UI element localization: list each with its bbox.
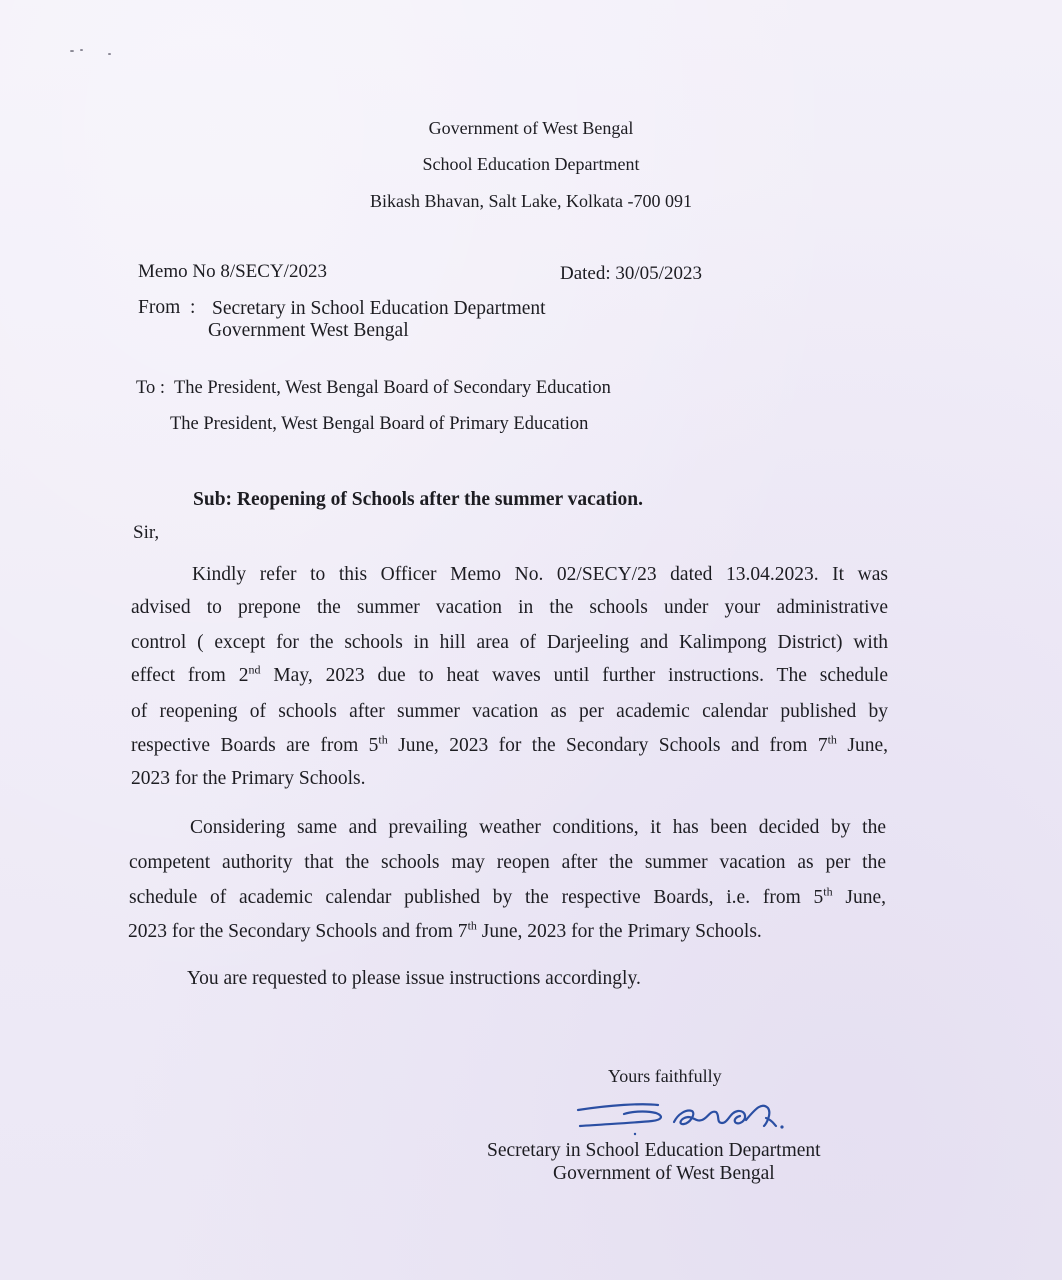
from-line-2: Government West Bengal bbox=[208, 320, 409, 341]
paragraph-2-line-3: schedule of academic calendar published by the respective Boards, i.e. from 5th June, bbox=[129, 884, 886, 908]
scan-speck bbox=[80, 49, 83, 51]
handwritten-signature bbox=[570, 1090, 800, 1140]
letterhead-address: Bikash Bhavan, Salt Lake, Kolkata -700 091 bbox=[370, 191, 692, 211]
from-label: From : bbox=[138, 297, 196, 318]
paragraph-2-line-4: 2023 for the Secondary Schools and from 7th June, 2023 for the Primary Schools. bbox=[128, 918, 762, 942]
subject-line: Sub: Reopening of Schools after the summer vacation. bbox=[193, 489, 643, 510]
memo-date bbox=[560, 263, 702, 285]
paragraph-1-line-6: respective Boards are from 5th June, 2023 for the Secondary Schools and from 7th June, bbox=[131, 732, 888, 756]
paragraph-1-line-1: Kindly refer to this Officer Memo No. 02/SECY/23 dated 13.04.2023. It was bbox=[192, 564, 888, 585]
memo-number: Memo No 8/SECY/2023 bbox=[138, 261, 327, 282]
to-label: To : bbox=[136, 378, 166, 398]
paragraph-1-line-7: 2023 for the Primary Schools. bbox=[131, 768, 366, 789]
paragraph-1-line-4: effect from 2nd May, 2023 due to heat waves until further instructions. The schedule bbox=[131, 662, 888, 686]
letterhead-government: Government of West Bengal bbox=[428, 118, 634, 138]
paragraph-2-line-1: Considering same and prevailing weather conditions, it has been decided by the bbox=[190, 817, 886, 838]
paragraph-1-line-5: of reopening of schools after summer vacation as per academic calendar published by bbox=[131, 701, 888, 722]
signer-designation: Secretary in School Education Department bbox=[487, 1140, 821, 1161]
paragraph-3: You are requested to please issue instructions accordingly. bbox=[187, 968, 641, 989]
from-line-1: Secretary in School Education Department bbox=[212, 298, 546, 319]
paragraph-1-line-3: control ( except for the schools in hill area of Darjeeling and Kalimpong District) with bbox=[131, 632, 888, 653]
paragraph-1-line-2: advised to prepone the summer vacation in the schools under your administrative bbox=[131, 597, 888, 618]
scan-speck bbox=[70, 50, 74, 52]
paragraph-2-line-2: competent authority that the schools may reopen after the summer vacation as per the bbox=[129, 852, 886, 873]
scan-speck bbox=[108, 53, 111, 55]
valediction: Yours faithfully bbox=[608, 1066, 722, 1086]
salutation: Sir, bbox=[133, 522, 160, 543]
to-line-1: The President, West Bengal Board of Secondary Education bbox=[174, 378, 611, 398]
memo-date-label: Dated: bbox=[560, 263, 611, 284]
to-line-2: The President, West Bengal Board of Primary Education bbox=[170, 414, 589, 434]
signer-organisation: Government of West Bengal bbox=[553, 1163, 775, 1184]
memo-date-value: 30/05/2023 bbox=[615, 263, 702, 284]
letterhead-department: School Education Department bbox=[422, 154, 640, 174]
